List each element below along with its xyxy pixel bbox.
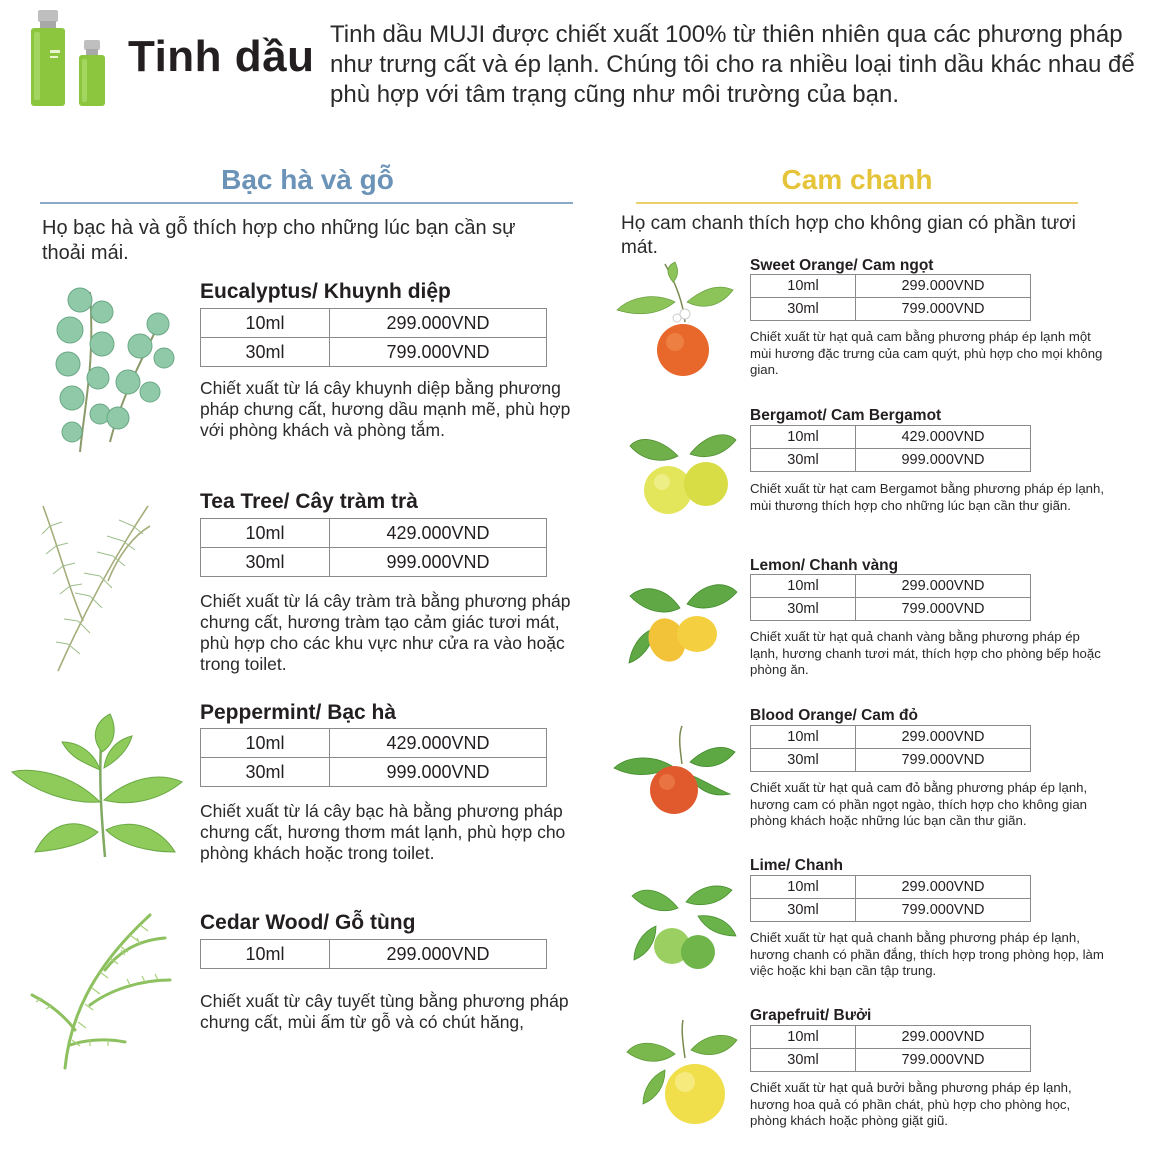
- size-cell: 30ml: [751, 298, 856, 321]
- price-row: [751, 426, 1031, 449]
- price-table: [750, 574, 1031, 621]
- size-cell: 10ml: [201, 940, 330, 969]
- page-title: Tinh dầu: [128, 32, 315, 81]
- price-row: [751, 749, 1031, 772]
- eucalyptus-illustration: [40, 282, 175, 457]
- price-row: [751, 1049, 1031, 1072]
- product-description: Chiết xuất từ lá cây khuynh diệp bằng phương pháp chưng cất, hương dầu mạnh mẽ, phù hợp với phòng khách và phòng tắm.: [200, 378, 571, 440]
- price-cell: 799.000VND: [856, 1049, 1031, 1072]
- price-cell: 799.000VND: [856, 749, 1031, 772]
- product-description: Chiết xuất từ hạt quả cam bằng phương pháp ép lạnh một mùi hương đặc trưng của cam quýt, phù hợp cho mọi không gian.: [750, 329, 1103, 377]
- price-table: [200, 728, 547, 787]
- size-cell: 10ml: [751, 575, 856, 598]
- price-cell: 799.000VND: [330, 338, 547, 367]
- price-cell: 429.000VND: [330, 729, 547, 758]
- price-cell: 299.000VND: [856, 575, 1031, 598]
- product-name: Grapefruit/ Bưởi: [750, 1007, 872, 1024]
- product-description: Chiết xuất từ hạt quả chanh vàng bằng phương pháp ép lạnh, hương chanh tươi mát, thích hợp cho phòng bếp hoặc phòng ăn.: [750, 629, 1101, 677]
- price-row: [201, 729, 547, 758]
- product-description: Chiết xuất từ cây tuyết tùng bằng phương pháp chưng cất, mùi ấm từ gỗ và có chút hăng,: [200, 991, 569, 1032]
- size-cell: 30ml: [751, 1049, 856, 1072]
- size-cell: 30ml: [751, 449, 856, 472]
- price-cell: 799.000VND: [856, 899, 1031, 922]
- price-row: [751, 449, 1031, 472]
- size-cell: 10ml: [751, 876, 856, 899]
- size-cell: 10ml: [201, 309, 330, 338]
- price-row: [751, 298, 1031, 321]
- price-row: [201, 519, 547, 548]
- sweet-orange-illustration: [615, 262, 735, 382]
- size-cell: 30ml: [751, 598, 856, 621]
- price-row: [751, 726, 1031, 749]
- grapefruit-illustration: [625, 1018, 740, 1130]
- citrus-section-title: Cam chanh: [781, 164, 933, 195]
- citrus-section-description: Họ cam chanh thích hợp cho không gian có phần tươi mát.: [621, 213, 1076, 258]
- product-name: Blood Orange/ Cam đỏ: [750, 707, 918, 724]
- size-cell: 10ml: [751, 426, 856, 449]
- lime-illustration: [628, 880, 738, 975]
- size-cell: 10ml: [201, 519, 330, 548]
- product-description: Chiết xuất từ hạt quả bưởi bằng phương pháp ép lạnh, hương hoa quả có phần chát, phù hợp cho phòng học, phòng khách hoặc phòng giặt giũ.: [750, 1080, 1072, 1128]
- size-cell: 10ml: [201, 729, 330, 758]
- product-name: Sweet Orange/ Cam ngọt: [750, 257, 934, 274]
- price-table: [750, 274, 1031, 321]
- price-row: [201, 548, 547, 577]
- oil-bottles-image: [28, 10, 118, 108]
- product-name: Bergamot/ Cam Bergamot: [750, 407, 942, 424]
- price-row: [201, 758, 547, 787]
- product-name: Eucalyptus/ Khuynh diệp: [200, 280, 451, 303]
- price-table: [750, 425, 1031, 472]
- lemon-illustration: [625, 578, 740, 668]
- price-cell: 299.000VND: [856, 726, 1031, 749]
- price-row: [751, 876, 1031, 899]
- bergamot-illustration: [628, 426, 738, 521]
- product-description: Chiết xuất từ lá cây bạc hà bằng phương pháp chưng cất, hương thơm mát lạnh, phù hợp cho phòng khách hoặc trong toilet.: [200, 801, 566, 863]
- price-cell: 999.000VND: [330, 758, 547, 787]
- price-row: [751, 899, 1031, 922]
- price-table: [200, 308, 547, 367]
- tea-tree-illustration: [38, 496, 153, 676]
- size-cell: 30ml: [201, 758, 330, 787]
- product-description: Chiết xuất từ hạt quả cam đỏ bằng phương pháp ép lạnh, hương cam có phần ngọt ngào, thích hợp cho không gian phòng khách hoặc những lúc bạn cần thư giãn.: [750, 780, 1088, 828]
- price-table: [200, 939, 547, 969]
- price-cell: 999.000VND: [330, 548, 547, 577]
- blood-orange-illustration: [612, 724, 737, 816]
- product-name: Lime/ Chanh: [750, 857, 844, 874]
- size-cell: 30ml: [751, 749, 856, 772]
- price-table: [750, 725, 1031, 772]
- price-cell: 799.000VND: [856, 598, 1031, 621]
- size-cell: 10ml: [751, 1026, 856, 1049]
- intro-paragraph: Tinh dầu MUJI được chiết xuất 100% từ thiên nhiên qua các phương pháp như trưng cất và ép lạnh. Chúng tôi cho ra nhiều loại tinh dầu khác nhau để phù hợp với tâm trạng cũng như môi trường của bạn.: [330, 21, 1135, 108]
- size-cell: 30ml: [751, 899, 856, 922]
- price-table: [750, 875, 1031, 922]
- price-table: [750, 1025, 1031, 1072]
- price-cell: 299.000VND: [856, 275, 1031, 298]
- product-description: Chiết xuất từ lá cây tràm trà bằng phương pháp chưng cất, hương tràm tạo cảm giác tươi mát, phù hợp cho các khu vực như cửa ra vào hoặc trong toilet.: [200, 591, 571, 674]
- product-description: Chiết xuất từ hạt quả chanh bằng phương pháp ép lạnh, hương chanh có phần đắng, thích hợp trong phòng họp, làm việc hoặc khi bạn cần tập trung.: [750, 930, 1104, 978]
- price-cell: 299.000VND: [856, 1026, 1031, 1049]
- product-name: Cedar Wood/ Gỗ tùng: [200, 911, 416, 934]
- price-cell: 299.000VND: [330, 309, 547, 338]
- price-cell: 799.000VND: [856, 298, 1031, 321]
- price-cell: 429.000VND: [330, 519, 547, 548]
- mint-section-divider: [40, 202, 573, 204]
- price-row: [751, 1026, 1031, 1049]
- price-table: [200, 518, 547, 577]
- price-cell: 429.000VND: [856, 426, 1031, 449]
- size-cell: 10ml: [751, 726, 856, 749]
- size-cell: 30ml: [201, 548, 330, 577]
- product-description: Chiết xuất từ hạt cam Bergamot bằng phương pháp ép lạnh, mùi thương thích hợp cho những lúc bạn cần thư giãn.: [750, 481, 1105, 513]
- price-cell: 299.000VND: [330, 940, 547, 969]
- mint-section-title: Bạc hà và gỗ: [221, 164, 394, 195]
- size-cell: 10ml: [751, 275, 856, 298]
- price-cell: 999.000VND: [856, 449, 1031, 472]
- product-name: Tea Tree/ Cây tràm trà: [200, 490, 418, 513]
- product-name: Lemon/ Chanh vàng: [750, 557, 899, 574]
- cedar-illustration: [30, 910, 175, 1070]
- price-row: [751, 575, 1031, 598]
- citrus-section-divider: [636, 202, 1078, 204]
- size-cell: 30ml: [201, 338, 330, 367]
- price-row: [201, 309, 547, 338]
- price-row: [201, 338, 547, 367]
- price-row: [751, 275, 1031, 298]
- price-cell: 299.000VND: [856, 876, 1031, 899]
- price-row: [201, 940, 547, 969]
- price-row: [751, 598, 1031, 621]
- mint-section-description: Họ bạc hà và gỗ thích hợp cho những lúc bạn cần sự thoải mái.: [42, 217, 516, 264]
- product-name: Peppermint/ Bạc hà: [200, 701, 397, 724]
- peppermint-illustration: [10, 712, 185, 862]
